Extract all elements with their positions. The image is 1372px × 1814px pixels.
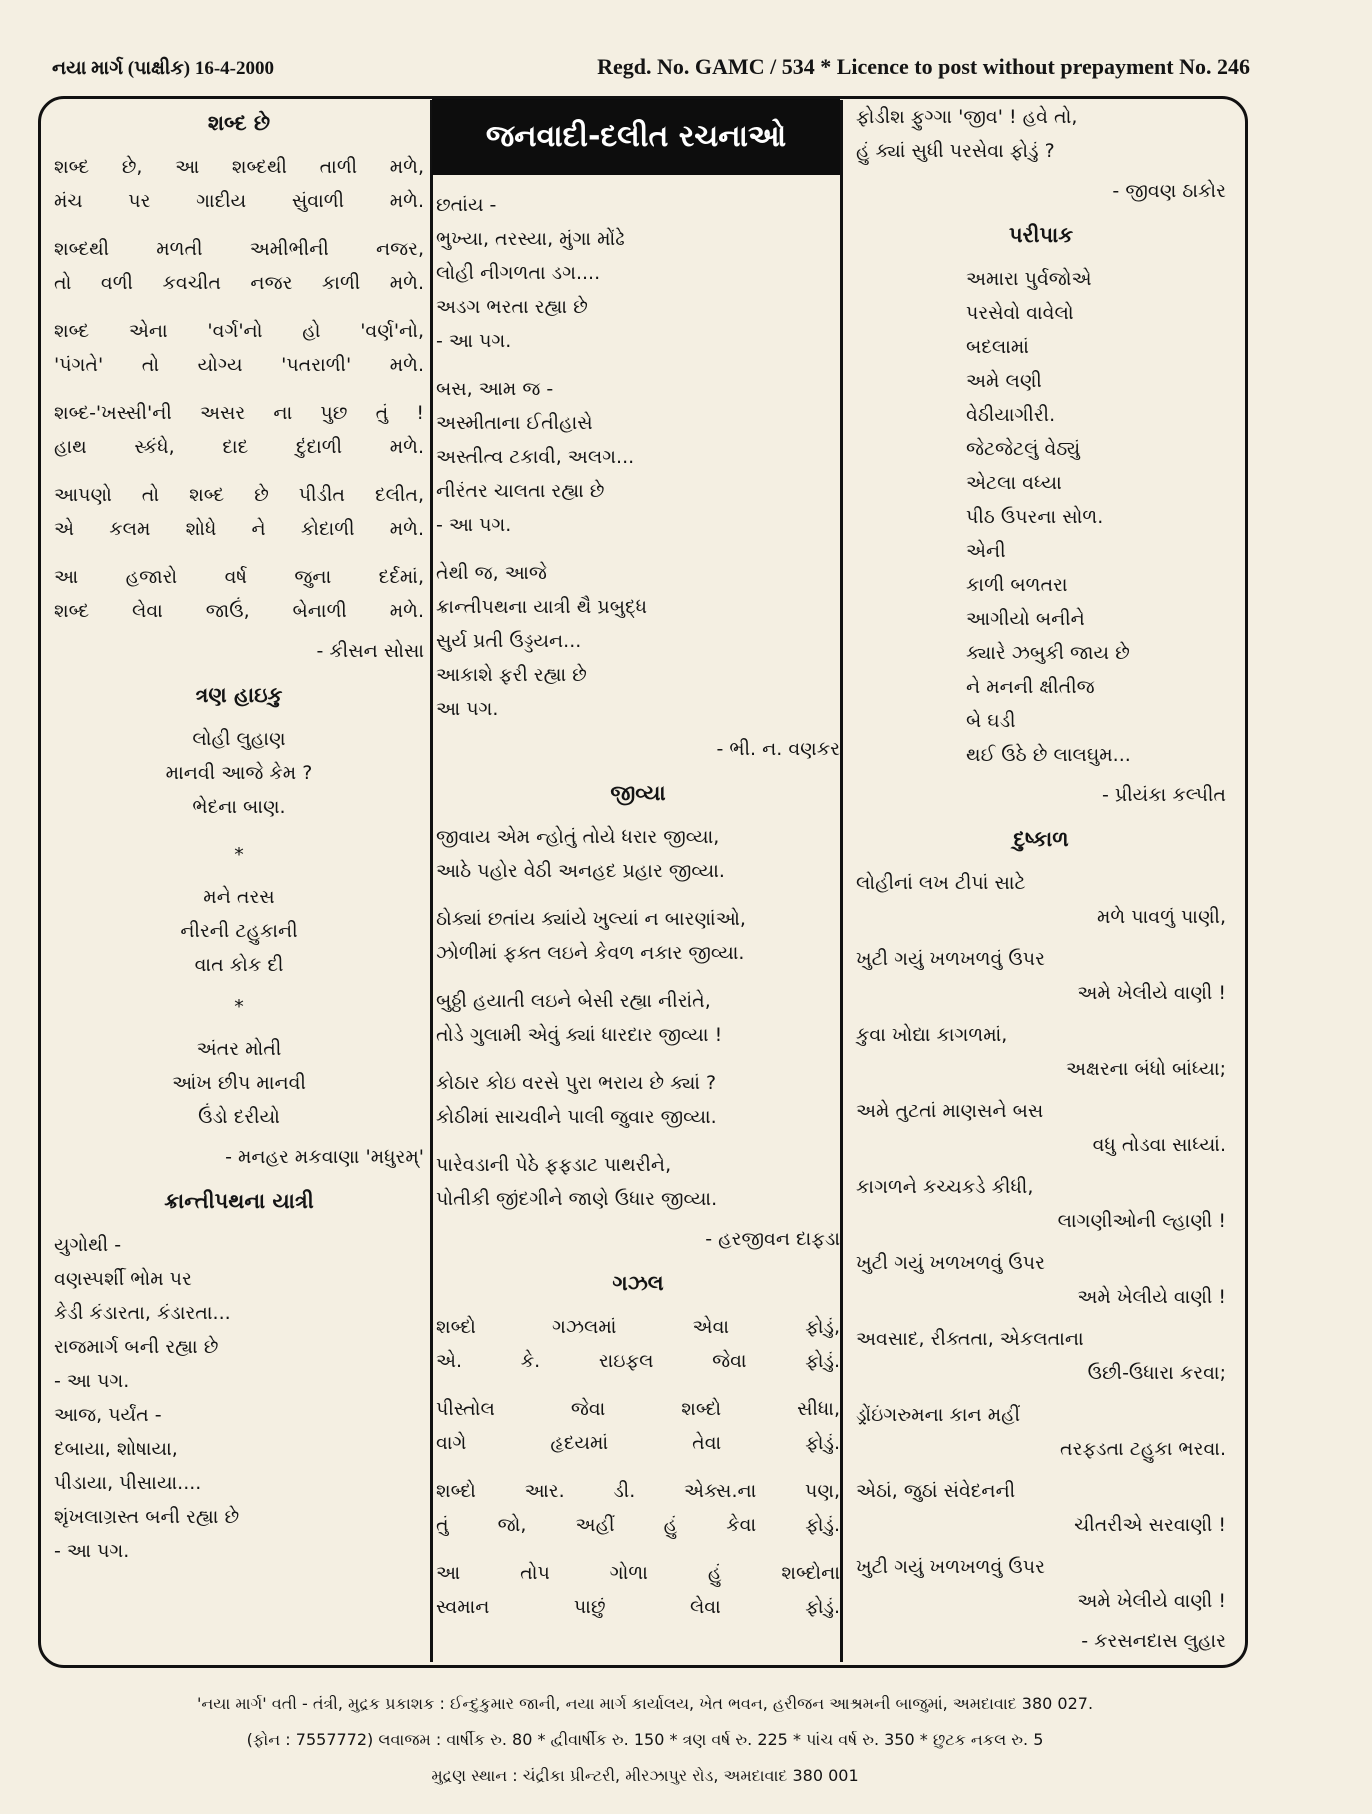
poem-line: અમે ખેલીયે વાણી !	[1077, 1286, 1226, 1308]
poem-line: તું જો, અહીં હું કેવા ફોડું.	[436, 1514, 840, 1536]
poem-line: ઉંડો દરીયો	[198, 1106, 280, 1128]
poem-author: - કીસન સોસા	[316, 640, 424, 662]
poem-line: બદલામાં	[966, 336, 1029, 358]
poem-line: શબ્દ એના 'વર્ગ'નો હો 'વર્ણ'નો,	[54, 320, 424, 342]
poem-author: - જીવણ ઠાકોર	[1112, 180, 1226, 202]
poem-line: કેડી કંડારતા, કંડારતા...	[54, 1302, 231, 1324]
poem-line: શૃંખલાગ્રસ્ત બની રહ્યા છે	[54, 1506, 240, 1528]
poem-line: કોઠીમાં સાચવીને પાલી જુવાર જીવ્યા.	[436, 1106, 717, 1128]
poem-line: વણસ્પર્શી ભોમ પર	[54, 1268, 192, 1290]
poem-line: ખુટી ગયું ખળખળવું ઉપર	[856, 1252, 1045, 1274]
footer-subscription: (ફોન : 7557772) લવાજમ : વાર્ષીક રુ. 80 * દ્વીવાર્ષીક રુ. 150 * ત્રણ વર્ષ રુ. 225 * પાંચ વર્ષ રુ. 350 * છુટક નકલ રુ. 5	[246, 1730, 1044, 1749]
column-middle	[436, 188, 840, 1624]
poem-author: - હરજીવન દાફડા	[705, 1228, 840, 1250]
poem-line: પારેવડાની પેઠે ફફડાટ પાથરીને,	[436, 1154, 672, 1176]
separator-star: *	[234, 844, 244, 866]
poem-line: મળે પાવળું પાણી,	[1097, 906, 1226, 928]
poem-line: - આ પગ.	[436, 330, 512, 352]
poem-line: આ તોપ ગોળા હું શબ્દોના	[436, 1562, 840, 1584]
poem-line: વાગે હૃદયમાં તેવા ફોડું.	[436, 1432, 840, 1454]
poem-line: અડગ ભરતા રહ્યા છે	[436, 296, 588, 318]
poem-line: સ્વમાન પાછું લેવા ફોડું.	[436, 1596, 840, 1618]
poem-line: અમે લણી	[966, 370, 1042, 392]
poem-line: આંખ છીપ માનવી	[172, 1072, 306, 1094]
poem-line: ખુટી ગયું ખળખળવું ઉપર	[856, 948, 1045, 970]
poem-line: લોહી નીગળતા ડગ....	[436, 262, 601, 284]
poem-line: ભેદના બાણ.	[192, 796, 286, 818]
poem-line: અક્ષરના બંધો બાંધ્યા;	[1065, 1058, 1226, 1080]
poem-line: ક્રાન્તીપથના યાત્રી થૈ પ્રબુદ્ધ	[436, 596, 647, 618]
poem-line: અંતર મોતી	[196, 1038, 282, 1060]
poem-line: હું ક્યાં સુધી પરસેવા ફોડું ?	[856, 140, 1055, 162]
poem-line: ઉછી-ઉધારા કરવા;	[1087, 1362, 1226, 1384]
separator-star: *	[234, 996, 244, 1018]
poem-line: શબ્દથી મળતી અમીભીની નજર,	[54, 238, 424, 260]
poem-line: - આ પગ.	[54, 1540, 130, 1562]
column-right	[856, 100, 1226, 1668]
poem-line: - આ પગ.	[436, 514, 512, 536]
poem-line: આજ, પર્યંત -	[54, 1404, 162, 1426]
poem-line: ઝોળીમાં ફક્ત લઇને કેવળ નકાર જીવ્યા.	[436, 942, 745, 964]
poem-line: જેટજેટલું વેઠ્યું	[966, 438, 1081, 460]
poem-title: દુષ્કાળ	[1013, 827, 1069, 851]
poem-line: કુવા ખોદ્યા કાગળમાં,	[856, 1024, 1008, 1046]
page-header	[40, 52, 1250, 92]
poem-line: અસ્મીતાના ઈતીહાસે	[436, 412, 593, 434]
poem-line: બે ઘડી	[966, 710, 1016, 732]
poem-line: વેઠીયાગીરી.	[966, 404, 1056, 426]
poem-line: તો વળી કવચીત નજર કાળી મળે.	[54, 272, 424, 294]
publication-date: નયા માર્ગ (પાક્ષીક) 16-4-2000	[52, 58, 274, 79]
poem-line: છતાંય -	[436, 194, 497, 216]
poem-author: - ભી. ન. વણકર	[716, 738, 840, 760]
poem-line: લોહી લુહાણ	[192, 728, 286, 750]
poem-author: - મનહર મકવાણા 'મધુરમ્'	[225, 1146, 424, 1168]
poem-line: લાગણીઓની લ્હાણી !	[1057, 1210, 1226, 1232]
page-footer	[40, 1686, 1250, 1794]
poem-line: ખુટી ગયું ખળખળવું ઉપર	[856, 1556, 1045, 1578]
poem-line: આપણો તો શબ્દ છે પીડીત દલીત,	[54, 484, 424, 506]
poem-line: ક્યારે ઝબુકી જાય છે	[966, 642, 1130, 664]
poem-line: બુઠ્ઠી હયાતી લઇને બેસી રહ્યા નીરાંતે,	[436, 990, 711, 1012]
poem-author: - પ્રીયંકા કલ્પીત	[1102, 784, 1226, 806]
poem-line: શબ્દ-'ખસ્સી'ની અસર ના પુછ તું !	[54, 402, 424, 424]
poem-line: એ કલમ શોધે ને કોદાળી મળે.	[54, 518, 424, 540]
poem-line: એની	[966, 540, 1006, 562]
poem-line: દબાયા, શોષાયા,	[54, 1438, 178, 1460]
poem-line: ફોડીશ ફુગ્ગા 'જીવ' ! હવે તો,	[856, 106, 1078, 128]
column-left	[54, 100, 424, 1568]
poem-line: 'પંગતે' તો યોગ્ય 'પતરાળી' મળે.	[54, 354, 424, 376]
poem-line: આકાશે ફરી રહ્યા છે	[436, 664, 587, 686]
poem-title: ક્રાન્તીપથના યાત્રી	[164, 1189, 314, 1213]
poem-line: શબ્દો ગઝલમાં એવા ફોડું,	[436, 1316, 840, 1338]
footer-printer: મુદ્રણ સ્થાન : ચંદ્રીકા પ્રીન્ટરી, મીરઝાપુર રોડ, અમદાવાદ 380 001	[431, 1766, 859, 1785]
poem-line: પરસેવો વાવેલો	[966, 302, 1074, 324]
poem-line: પીસ્તોલ જેવા શબ્દો સીધા,	[436, 1398, 840, 1420]
poem-line: શબ્દ લેવા જાઉં, બેનાળી મળે.	[54, 600, 424, 622]
poem-line: યુગોથી -	[54, 1234, 122, 1256]
poem-line: અવસાદ, રીક્તતા, એકલતાના	[856, 1328, 1084, 1350]
poem-line: શબ્દ છે, આ શબ્દથી તાળી મળે,	[54, 156, 424, 178]
poem-line: આ પગ.	[436, 698, 499, 720]
poem-line: વધુ તોડવા સાધ્યાં.	[1092, 1134, 1226, 1156]
poem-line: અસ્તીત્વ ટકાવી, અલગ...	[436, 446, 635, 468]
poem-line: નીરંતર ચાલતા રહ્યા છે	[436, 480, 605, 502]
poem-line: સુર્ય પ્રતી ઉડ્ડયન...	[436, 630, 582, 652]
poem-line: અમે તુટતાં માણસને બસ	[856, 1100, 1044, 1122]
column-divider-left	[430, 100, 433, 1662]
poem-line: મંચ પર ગાદીય સુંવાળી મળે.	[54, 190, 424, 212]
poem-line: આ હજારો વર્ષ જુના દર્દમાં,	[54, 566, 424, 588]
poem-line: ને મનની ક્ષીતીજ	[966, 676, 1095, 698]
poem-title: ગઝલ	[612, 1271, 664, 1295]
poem-line: તેથી જ, આજે	[436, 562, 547, 584]
poem-title: ત્રણ હાઇકુ	[195, 683, 283, 707]
poem-line: હાથ સ્કંધે, દાદ દુંદાળી મળે.	[54, 436, 424, 458]
footer-publisher: 'નયા માર્ગ' વતી - તંત્રી, મુદ્રક પ્રકાશક : ઈન્દુકુમાર જાની, નયા માર્ગ કાર્યાલય, ખેત ભવન, હરીજન આશ્રમની બાજુમાં, અમદાવાદ 380 027.	[196, 1694, 1094, 1713]
poem-line: એઠાં, જુઠાં સંવેદનની	[856, 1480, 1016, 1502]
poem-title: જીવ્યા	[610, 781, 666, 805]
poem-line: રાજમાર્ગ બની રહ્યા છે	[54, 1336, 219, 1358]
poem-line: અમે ખેલીયે વાણી !	[1077, 982, 1226, 1004]
poem-line: થઈ ઉઠે છે લાલઘુમ...	[966, 744, 1131, 766]
poem-line: - આ પગ.	[54, 1370, 130, 1392]
poem-line: એ. કે. રાઇફલ જેવા ફોડું.	[436, 1350, 840, 1372]
poem-line: નીરની ટહુકાની	[180, 920, 298, 942]
poem-line: કોઠાર કોઇ વરસે પુરા ભરાય છે ક્યાં ?	[436, 1072, 717, 1094]
poem-line: આઠે પહોર વેઠી અનહદ પ્રહાર જીવ્યા.	[436, 860, 725, 882]
column-divider-right	[840, 100, 843, 1662]
poem-line: તરફડતા ટહુકા ભરવા.	[1060, 1438, 1226, 1460]
poem-line: એટલા વધ્યા	[966, 472, 1062, 494]
poem-author: - કરસનદાસ લુહાર	[1081, 1630, 1226, 1652]
poem-line: અમે ખેલીયે વાણી !	[1077, 1590, 1226, 1612]
poem-line: બસ, આમ જ -	[436, 378, 554, 400]
section-banner: જનવાદી-દલીત રચનાઓ	[432, 99, 840, 175]
poem-line: આગીયો બનીને	[966, 608, 1085, 630]
poem-line: તોડે ગુલામી એવું ક્યાં ધારદાર જીવ્યા !	[436, 1024, 723, 1046]
poem-title: પરીપાક	[1008, 223, 1074, 247]
poem-line: કાળી બળતરા	[966, 574, 1068, 596]
poem-line: જીવાય એમ ન્હોતું તોયે ધરાર જીવ્યા,	[436, 826, 720, 848]
poem-line: ઠોક્યાં છતાંય ક્યાંયે ખુલ્યાં ન બારણાંઓ,	[436, 908, 746, 930]
poem-line: અમારા પુર્વજોએ	[966, 268, 1092, 290]
poem-line: મને તરસ	[203, 886, 275, 908]
poem-line: વાત કોક દી	[194, 954, 284, 976]
registration-info: Regd. No. GAMC / 534 * Licence to post without prepayment No. 246	[597, 54, 1250, 79]
poem-line: કાગળને કચ્ચકડે કીધી,	[856, 1176, 1034, 1198]
poem-line: ભુખ્યા, તરસ્યા, મુંગા મોંઢે	[436, 228, 625, 250]
poem-line: ચીતરીએ સરવાણી !	[1074, 1514, 1226, 1536]
poem-line: લોહીનાં લખ ટીપાં સાટે	[856, 872, 1026, 894]
poem-title: શબ્દ છે	[207, 111, 271, 135]
poem-line: પીડાયા, પીસાયા....	[54, 1472, 202, 1494]
poem-line: પોતીકી જીંદગીને જાણે ઉધાર જીવ્યા.	[436, 1188, 718, 1210]
poem-line: માનવી આજે કેમ ?	[165, 762, 313, 784]
poem-line: શબ્દો આર. ડી. એક્સ.ના પણ,	[436, 1480, 840, 1502]
poem-line: પીઠ ઉપરના સોળ.	[966, 506, 1104, 528]
poem-line: ડ્રોંઇંગરુમના કાન મહીં	[856, 1404, 1021, 1426]
